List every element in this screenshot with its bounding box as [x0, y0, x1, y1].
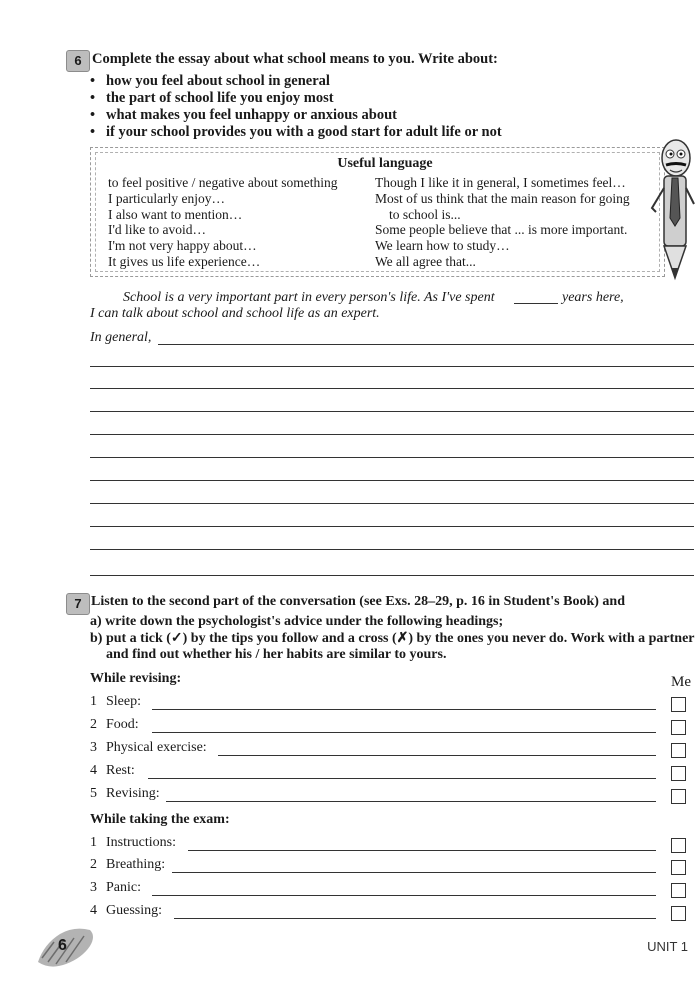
essay-sentence-part2: years here, [562, 290, 624, 305]
checkbox[interactable] [671, 860, 686, 875]
phrase: Though I like it in general, I sometimes feel… [375, 175, 626, 190]
phrase: Some people believe that ... is more important. [375, 222, 628, 238]
exercise-6-bullet-list [90, 73, 502, 141]
row-label: Breathing: [106, 857, 166, 872]
essay-writing-line[interactable] [90, 366, 694, 367]
answer-line[interactable] [188, 850, 656, 851]
revising-row-sleep [90, 694, 656, 712]
exercise-7-instruction: Listen to the second part of the conversation (see Exs. 28–29, p. 16 in Student's Book) and [91, 594, 625, 609]
essay-writing-line[interactable] [90, 388, 694, 389]
checkbox[interactable] [671, 743, 686, 758]
answer-line[interactable] [172, 872, 656, 873]
essay-writing-line[interactable] [90, 434, 694, 435]
exam-row-breathing [90, 857, 656, 875]
essay-writing-line[interactable] [90, 411, 694, 412]
row-number: 2 [90, 717, 97, 732]
cartoon-pencil-character-illustration [648, 138, 698, 286]
row-label: Revising: [106, 786, 160, 801]
answer-line[interactable] [152, 732, 656, 733]
essay-writing-line[interactable] [90, 549, 694, 550]
checkbox[interactable] [671, 697, 686, 712]
bullet-item: • how you feel about school in general [90, 73, 502, 90]
exercise-7-task-b-continued: and find out whether his / her habits are similar to yours. [106, 647, 447, 662]
revising-row-physical-exercise [90, 740, 656, 758]
row-number: 4 [90, 763, 97, 778]
row-label: Panic: [106, 880, 141, 895]
exercise-7-task-b: b) put a tick (✓) by the tips you follow and a cross (✗) by the ones you never do. Work with a partner [90, 631, 695, 646]
row-number: 1 [90, 835, 97, 850]
exercise-6-instruction: Complete the essay about what school means to you. Write about: [92, 51, 498, 67]
phrase: I'm not very happy about… [108, 238, 257, 254]
checkbox[interactable] [671, 906, 686, 921]
essay-in-general: In general, [90, 330, 152, 345]
revising-row-rest [90, 763, 656, 781]
row-number: 1 [90, 694, 97, 709]
checkbox[interactable] [671, 883, 686, 898]
useful-language-title: Useful language [337, 156, 433, 171]
phrase: We learn how to study… [375, 238, 510, 254]
exercise-7-task-a: a) write down the psychologist's advice under the following headings; [90, 614, 504, 629]
phrase: to feel positive / negative about something [108, 175, 338, 190]
row-label: Instructions: [106, 835, 176, 850]
checkbox[interactable] [671, 838, 686, 853]
row-number: 3 [90, 880, 97, 895]
checkbox[interactable] [671, 789, 686, 804]
row-label: Sleep: [106, 694, 141, 709]
while-revising-heading: While revising: [90, 671, 182, 686]
row-number: 2 [90, 857, 97, 872]
exam-row-panic [90, 880, 656, 898]
essay-sentence-part1: School is a very important part in every person's life. As I've spent [123, 290, 495, 305]
row-label: Food: [106, 717, 139, 732]
exam-row-guessing [90, 903, 656, 921]
checkbox[interactable] [671, 766, 686, 781]
phrase: It gives us life experience… [108, 253, 261, 269]
essay-writing-line[interactable] [90, 526, 694, 527]
row-label: Physical exercise: [106, 740, 207, 755]
exercise-7-number: 7 [66, 593, 90, 615]
exercise-6-number: 6 [66, 50, 90, 72]
bullet-item: • what makes you feel unhappy or anxious about [90, 107, 502, 124]
revising-row-food [90, 717, 656, 735]
essay-sentence-line2: I can talk about school and school life as an expert. [90, 306, 380, 321]
phrase: to school is... [389, 206, 461, 222]
phrase: Most of us think that the main reason for going [375, 190, 630, 206]
answer-line[interactable] [152, 895, 656, 896]
revising-row-revising [90, 786, 656, 804]
answer-line[interactable] [218, 755, 656, 756]
years-blank-line[interactable] [514, 303, 558, 304]
page-number: 6 [58, 937, 67, 954]
essay-writing-line[interactable] [158, 344, 694, 345]
while-exam-heading: While taking the exam: [90, 812, 230, 827]
answer-line[interactable] [166, 801, 656, 802]
essay-writing-line[interactable] [90, 480, 694, 481]
bullet-item: • if your school provides you with a good start for adult life or not [90, 124, 502, 141]
useful-language-right-column [375, 175, 630, 270]
essay-writing-line[interactable] [90, 457, 694, 458]
exam-row-instructions [90, 835, 656, 853]
phrase: I'd like to avoid… [108, 222, 207, 238]
phrase: We all agree that... [375, 253, 476, 269]
row-label: Guessing: [106, 903, 162, 918]
essay-writing-line[interactable] [90, 575, 694, 576]
phrase: I also want to mention… [108, 206, 243, 222]
phrase: I particularly enjoy… [108, 190, 225, 206]
unit-label: UNIT 1 [647, 939, 688, 954]
row-number: 5 [90, 786, 97, 801]
checkbox[interactable] [671, 720, 686, 735]
me-column-label: Me [671, 674, 691, 690]
answer-line[interactable] [148, 778, 656, 779]
bullet-item: • the part of school life you enjoy most [90, 90, 502, 107]
useful-language-left-column [108, 175, 337, 270]
answer-line[interactable] [152, 709, 656, 710]
answer-line[interactable] [174, 918, 656, 919]
essay-writing-line[interactable] [90, 503, 694, 504]
row-number: 4 [90, 903, 97, 918]
row-label: Rest: [106, 763, 135, 778]
row-number: 3 [90, 740, 97, 755]
